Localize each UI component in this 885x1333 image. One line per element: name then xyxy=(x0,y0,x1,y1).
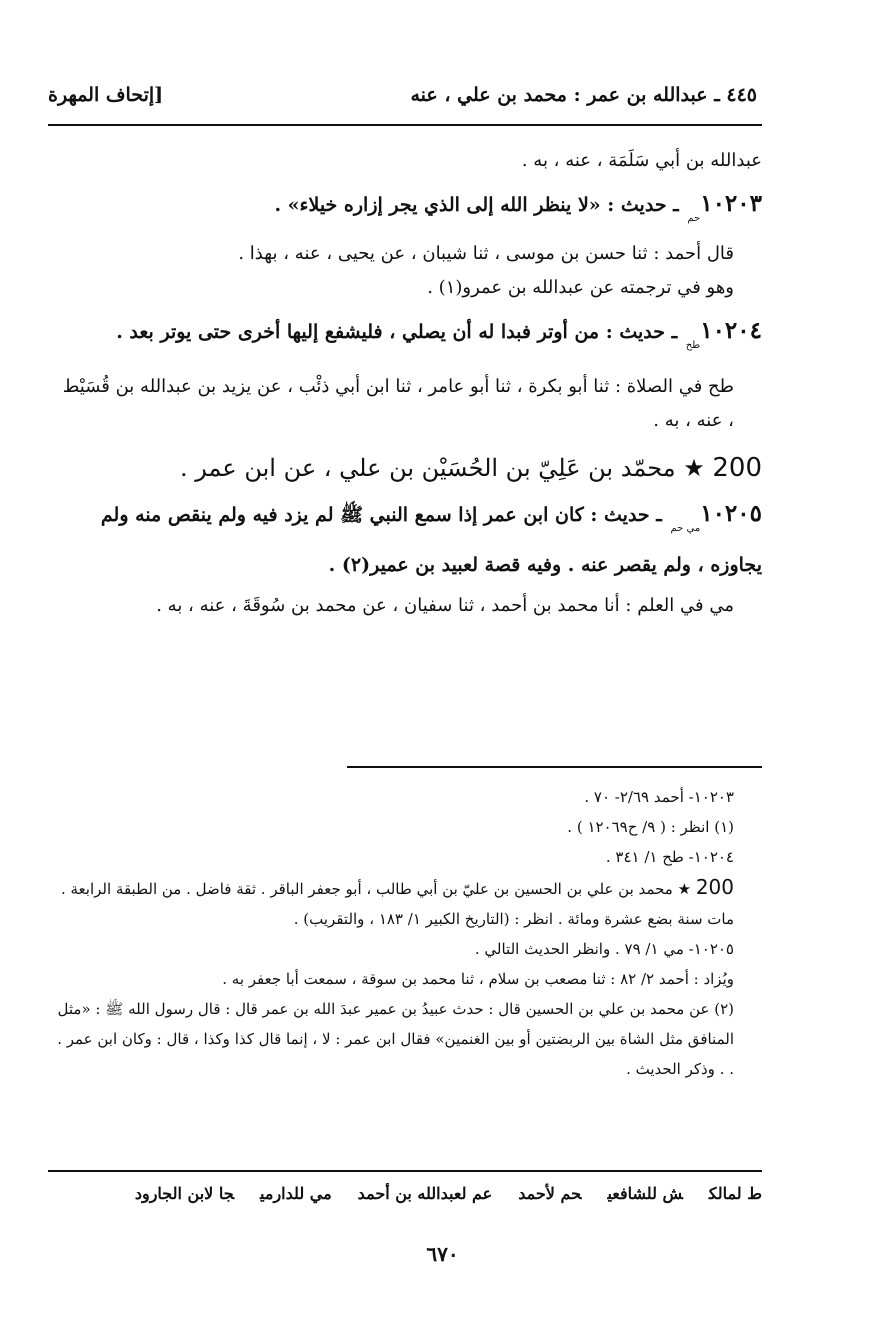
main-text xyxy=(52,144,762,623)
hadith-number: ١٠٢٠٥ xyxy=(700,500,762,527)
abbreviation-item: ش للشافعي xyxy=(607,1184,683,1203)
abbreviation-item: جا لابن الجارود xyxy=(134,1184,235,1203)
hadith-text: ـ حديث : كان ابن عمر إذا سمع النبي ﷺ لم يزد فيه ولم ينقص منه ولم يجاوزه ، ولم يقصر عنه . وفيه قصة لعبيد بن عمير(٢) . xyxy=(100,504,762,576)
hadith-number: ١٠٢٠٣ xyxy=(700,190,762,217)
footnote: (١) انظر : ( ٩/ ح١٢٠٦٩ ) . xyxy=(567,818,734,836)
hadith-10204 xyxy=(52,313,762,364)
footnote: ١٠٢٠٤- طح ١/ ٣٤١ . xyxy=(605,848,734,866)
source-siglum: مي حم xyxy=(670,523,701,534)
header-chapter-title: ٤٤٥ ـ عبدالله بن عمر : محمد بن علي ، عنه xyxy=(410,84,757,106)
source-siglum: طح xyxy=(685,340,701,351)
running-header xyxy=(48,84,757,118)
narrator-number: 200 xyxy=(712,453,762,483)
abbreviation-item: حم لأحمد xyxy=(518,1184,582,1203)
abbreviation-item: ط لمالك xyxy=(708,1184,762,1203)
star-icon: ★ xyxy=(683,454,705,482)
note-line: وهو في ترجمته عن عبدالله بن عمرو(١) . xyxy=(427,277,734,298)
footnotes xyxy=(48,782,762,1084)
narrator-name: محمّد بن عَلِيّ بن الحُسَيْن بن علي ، عن ابن عمر . xyxy=(180,454,676,482)
abbreviation-item: عم لعبدالله بن أحمد xyxy=(357,1184,493,1203)
footnote: (٢) عن محمد بن علي بن الحسين قال : حدث عبيدُ بن عمير عبدَ الله بن عمر قال : قال رسول الله ﷺ : «مثل المنافق مثل الشاة بين الربضتين أو بين الغنمين» فقال ابن عمر : لا ، إنما قال كذا وكذا ، قال : وكان ابن عمر . . . وذكر الحديث . xyxy=(57,1000,734,1078)
star-icon: ★ xyxy=(677,880,692,898)
isnad-line: طح في الصلاة : ثنا أبو بكرة ، ثنا أبو عامر ، ثنا ابن أبي ذئْب ، عن يزيد بن عبدالله بن قُسَيْط ، عنه ، به . xyxy=(62,376,734,431)
footnote: ويُزاد : أحمد ٢/ ٨٢ : ثنا مصعب بن سلام ، ثنا محمد بن سوقة ، سمعت أبا جعفر به . xyxy=(222,970,734,988)
isnad-line: قال أحمد : ثنا حسن بن موسى ، ثنا شيبان ، عن يحيى ، عنه ، بهذا . xyxy=(238,243,734,264)
footnote-rule xyxy=(347,766,762,768)
hadith-10203 xyxy=(52,186,762,237)
footnote-narrator xyxy=(48,872,762,934)
footnote-text: محمد بن علي بن الحسين بن عليّ بن أبي طالب ، أبو جعفر الباقر . ثقة فاضل . من الطبقة الرابعة . مات سنة بضع عشرة ومائة . انظر : (التاريخ الكبير ١/ ١٨٣ ، والتقريب) . xyxy=(60,880,734,928)
header-rule xyxy=(48,124,762,126)
abbreviations-rule xyxy=(48,1170,762,1172)
continuation-line: عبدالله بن أبي سَلَمَة ، عنه ، به . xyxy=(521,150,762,171)
abbreviations-key xyxy=(48,1184,762,1203)
hadith-number: ١٠٢٠٤ xyxy=(700,317,762,344)
page-number: ٦٧٠ xyxy=(426,1242,459,1266)
footnote: ١٠٢٠٣- أحمد ٢/٦٩- ٧٠ . xyxy=(584,788,734,806)
isnad-line: مي في العلم : أنا محمد بن أحمد ، ثنا سفيان ، عن محمد بن سُوقَةَ ، عنه ، به . xyxy=(156,595,734,616)
hadith-text: ـ حديث : «لا ينظر الله إلى الذي يجر إزاره خيلاء» . xyxy=(274,194,679,216)
narrator-number: 200 xyxy=(695,875,734,899)
narrator-heading xyxy=(52,448,762,488)
source-siglum: حم xyxy=(687,213,701,224)
abbreviation-item: مي للدارمي xyxy=(260,1184,332,1203)
hadith-text: ـ حديث : من أوتر فبدا له أن يصلي ، فليشفع إليها أخرى حتى يوتر بعد . xyxy=(116,321,678,343)
header-book-title: [إتحاف المهرة xyxy=(48,84,164,106)
hadith-10205 xyxy=(52,496,762,583)
footnote: ١٠٢٠٥- مي ١/ ٧٩ . وانظر الحديث التالي . xyxy=(474,940,734,958)
